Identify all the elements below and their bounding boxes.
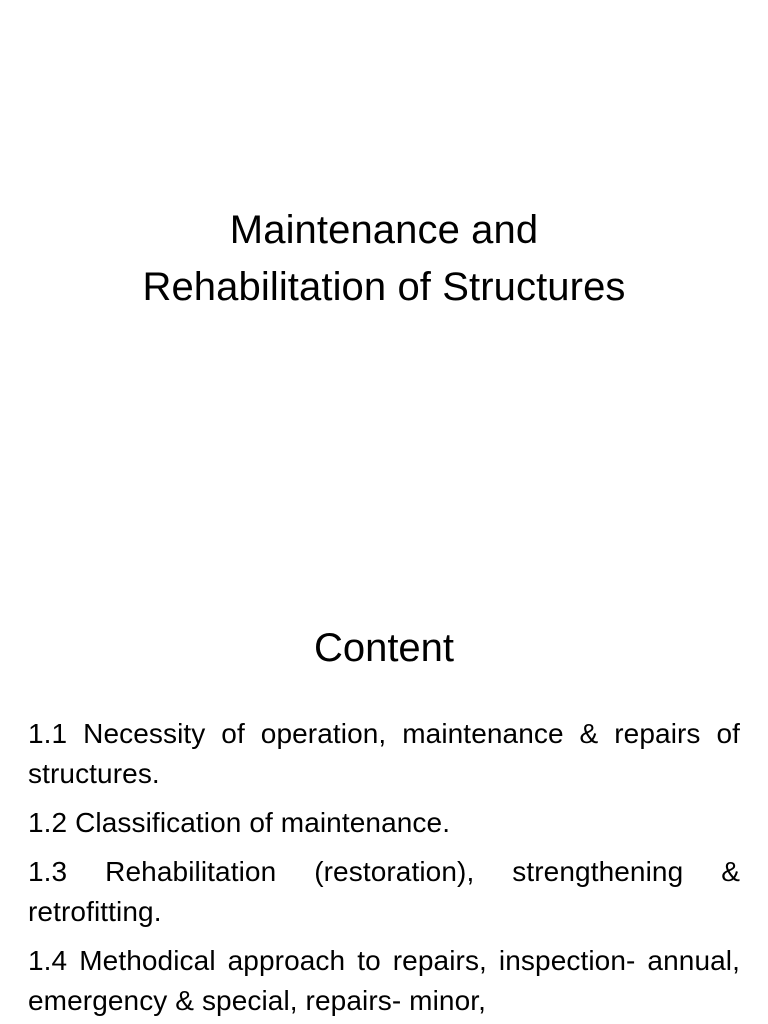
content-item-1-4: 1.4 Methodical approach to repairs, inspection- annual, emergency & special, repairs- minor, [28,945,740,1016]
presentation-title [0,202,768,316]
content-item-1-1: 1.1 Necessity of operation, maintenance & repairs of structures. [28,718,740,789]
title-line-2: Rehabilitation of Structures [142,265,626,309]
content-item-1-2: 1.2 Classification of maintenance. [28,807,451,838]
content-item-1-3: 1.3 Rehabilitation (restoration), strengthening & retrofitting. [28,856,740,927]
content-heading: Content [313,626,455,670]
content-list [28,714,740,1024]
title-line-1: Maintenance and [229,208,539,252]
content-slide [0,576,768,1024]
